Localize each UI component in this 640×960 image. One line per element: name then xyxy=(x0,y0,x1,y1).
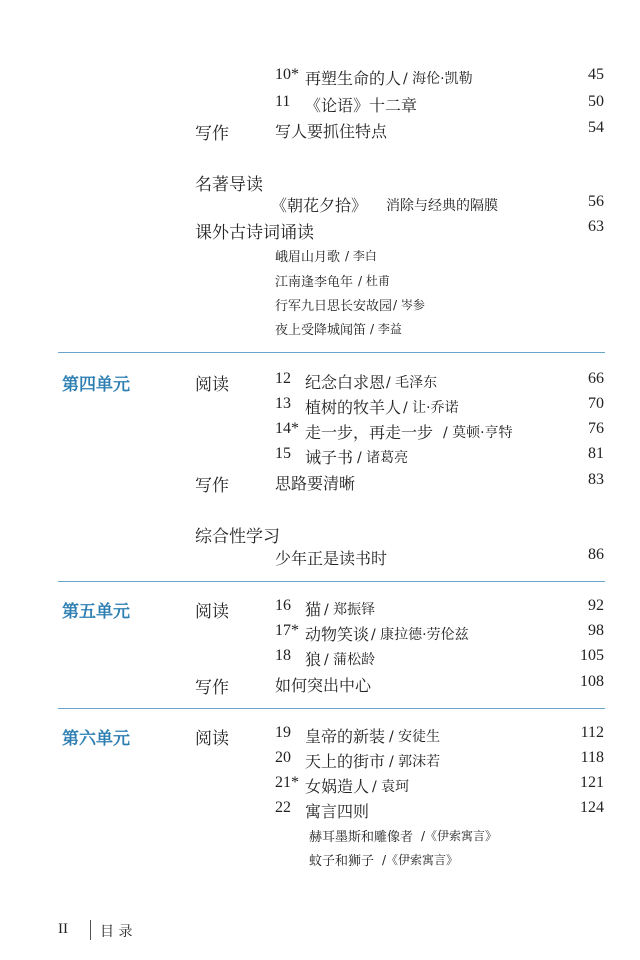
page-number: 108 xyxy=(580,673,604,690)
lesson-title: 植树的牧羊人 xyxy=(305,398,402,417)
lesson-author: / 莫顿·亨特 xyxy=(443,425,513,441)
lesson-title: 猫 xyxy=(305,600,322,619)
lesson-author: / 海伦·凯勒 xyxy=(403,71,473,87)
lesson-title: 天上的街市 xyxy=(305,752,386,771)
lesson-author: / 郑振铎 xyxy=(324,602,376,618)
lesson-author: / 蒲松龄 xyxy=(324,652,376,668)
lesson-author: / 安徒生 xyxy=(389,729,441,745)
lesson-title: 诫子书 xyxy=(305,448,354,467)
poem-title: 峨眉山月歌 xyxy=(275,250,341,265)
lesson-subtitle: 消除与经典的隔膜 xyxy=(386,198,498,214)
section-category: 课外古诗词诵读 xyxy=(195,223,314,243)
page-number: 86 xyxy=(588,546,604,563)
poem-author: / 李白 xyxy=(345,249,377,263)
page-number: 112 xyxy=(580,724,604,741)
page-number: 50 xyxy=(588,93,604,110)
lesson-number: 19 xyxy=(275,724,291,741)
section-category: 名著导读 xyxy=(195,175,263,195)
page-number: 118 xyxy=(580,749,604,766)
lesson-number: 20 xyxy=(275,749,291,766)
section-divider xyxy=(58,581,605,582)
lesson-number: 15 xyxy=(275,445,291,462)
section-category: 写作 xyxy=(195,124,229,144)
poem-author: / 岑参 xyxy=(393,298,425,312)
section-category: 阅读 xyxy=(195,602,229,622)
fable-title: 赫耳墨斯和雕像者 xyxy=(309,830,414,845)
lesson-number: 11 xyxy=(275,93,291,110)
page-number: 83 xyxy=(588,471,604,488)
section-category: 写作 xyxy=(195,678,229,698)
lesson-title: 寓言四则 xyxy=(305,802,370,821)
lesson-title: 少年正是读书时 xyxy=(275,549,388,568)
lesson-title: 《论语》十二章 xyxy=(305,96,418,115)
page-number: 76 xyxy=(588,420,604,437)
page-number: 92 xyxy=(588,597,604,614)
section-category: 写作 xyxy=(195,476,229,496)
section-divider xyxy=(58,708,605,709)
poem-author: / 杜甫 xyxy=(358,274,390,288)
lesson-title: 走一步，再走一步 xyxy=(305,423,434,442)
page-number: 56 xyxy=(588,193,604,210)
section-category: 阅读 xyxy=(195,375,229,395)
lesson-title: 狼 xyxy=(305,650,322,669)
lesson-author: / 康拉德·劳伦兹 xyxy=(371,627,469,643)
page-number: 45 xyxy=(588,66,604,83)
lesson-title: 再塑生命的人 xyxy=(305,69,402,88)
lesson-number: 16 xyxy=(275,597,291,614)
page-number: 66 xyxy=(588,370,604,387)
section-category: 综合性学习 xyxy=(195,527,280,547)
lesson-number: 10* xyxy=(275,66,299,83)
unit-label: 第四单元 xyxy=(62,375,130,395)
footer-page-number: II xyxy=(58,921,68,937)
lesson-number: 12 xyxy=(275,370,291,387)
page-number: 81 xyxy=(588,445,604,462)
lesson-title: 女娲造人 xyxy=(305,777,370,796)
page-number: 124 xyxy=(580,799,604,816)
page-number: 54 xyxy=(588,119,604,136)
poem-author: / 李益 xyxy=(370,322,402,336)
unit-label: 第六单元 xyxy=(62,729,130,749)
lesson-author: / 袁珂 xyxy=(372,779,410,795)
page-number: 121 xyxy=(580,774,604,791)
page-number: 98 xyxy=(588,622,604,639)
lesson-number: 18 xyxy=(275,647,291,664)
page-number: 63 xyxy=(588,218,604,235)
poem-title: 行军九日思长安故园 xyxy=(275,299,393,314)
page-number: 70 xyxy=(588,395,604,412)
fable-source: /《伊索寓言》 xyxy=(382,853,459,867)
unit-label: 第五单元 xyxy=(62,602,130,622)
section-divider xyxy=(58,352,605,353)
lesson-author: / 让·乔诺 xyxy=(403,400,459,416)
lesson-author: / 毛泽东 xyxy=(386,375,438,391)
lesson-number: 13 xyxy=(275,395,291,412)
lesson-title: 皇帝的新装 xyxy=(305,727,386,746)
footer-divider xyxy=(90,920,91,940)
fable-source: /《伊索寓言》 xyxy=(421,829,498,843)
lesson-title: 《朝花夕拾》 xyxy=(271,196,368,215)
page-number: 105 xyxy=(580,647,604,664)
lesson-number: 21* xyxy=(275,774,299,791)
section-category: 阅读 xyxy=(195,729,229,749)
lesson-title: 思路要清晰 xyxy=(275,474,356,493)
lesson-author: / 诸葛亮 xyxy=(357,450,409,466)
fable-title: 蚊子和狮子 xyxy=(309,854,375,869)
lesson-title: 写人要抓住特点 xyxy=(275,122,388,141)
lesson-title: 如何突出中心 xyxy=(275,676,372,695)
lesson-title: 动物笑谈 xyxy=(305,625,370,644)
lesson-number: 14* xyxy=(275,420,299,437)
lesson-number: 17* xyxy=(275,622,299,639)
poem-title: 夜上受降城闻笛 xyxy=(275,323,367,338)
lesson-number: 22 xyxy=(275,799,291,816)
lesson-title: 纪念白求恩 xyxy=(305,373,386,392)
lesson-author: / 郭沫若 xyxy=(389,754,441,770)
poem-title: 江南逢李龟年 xyxy=(275,275,354,290)
footer-label: 目 录 xyxy=(100,924,133,940)
